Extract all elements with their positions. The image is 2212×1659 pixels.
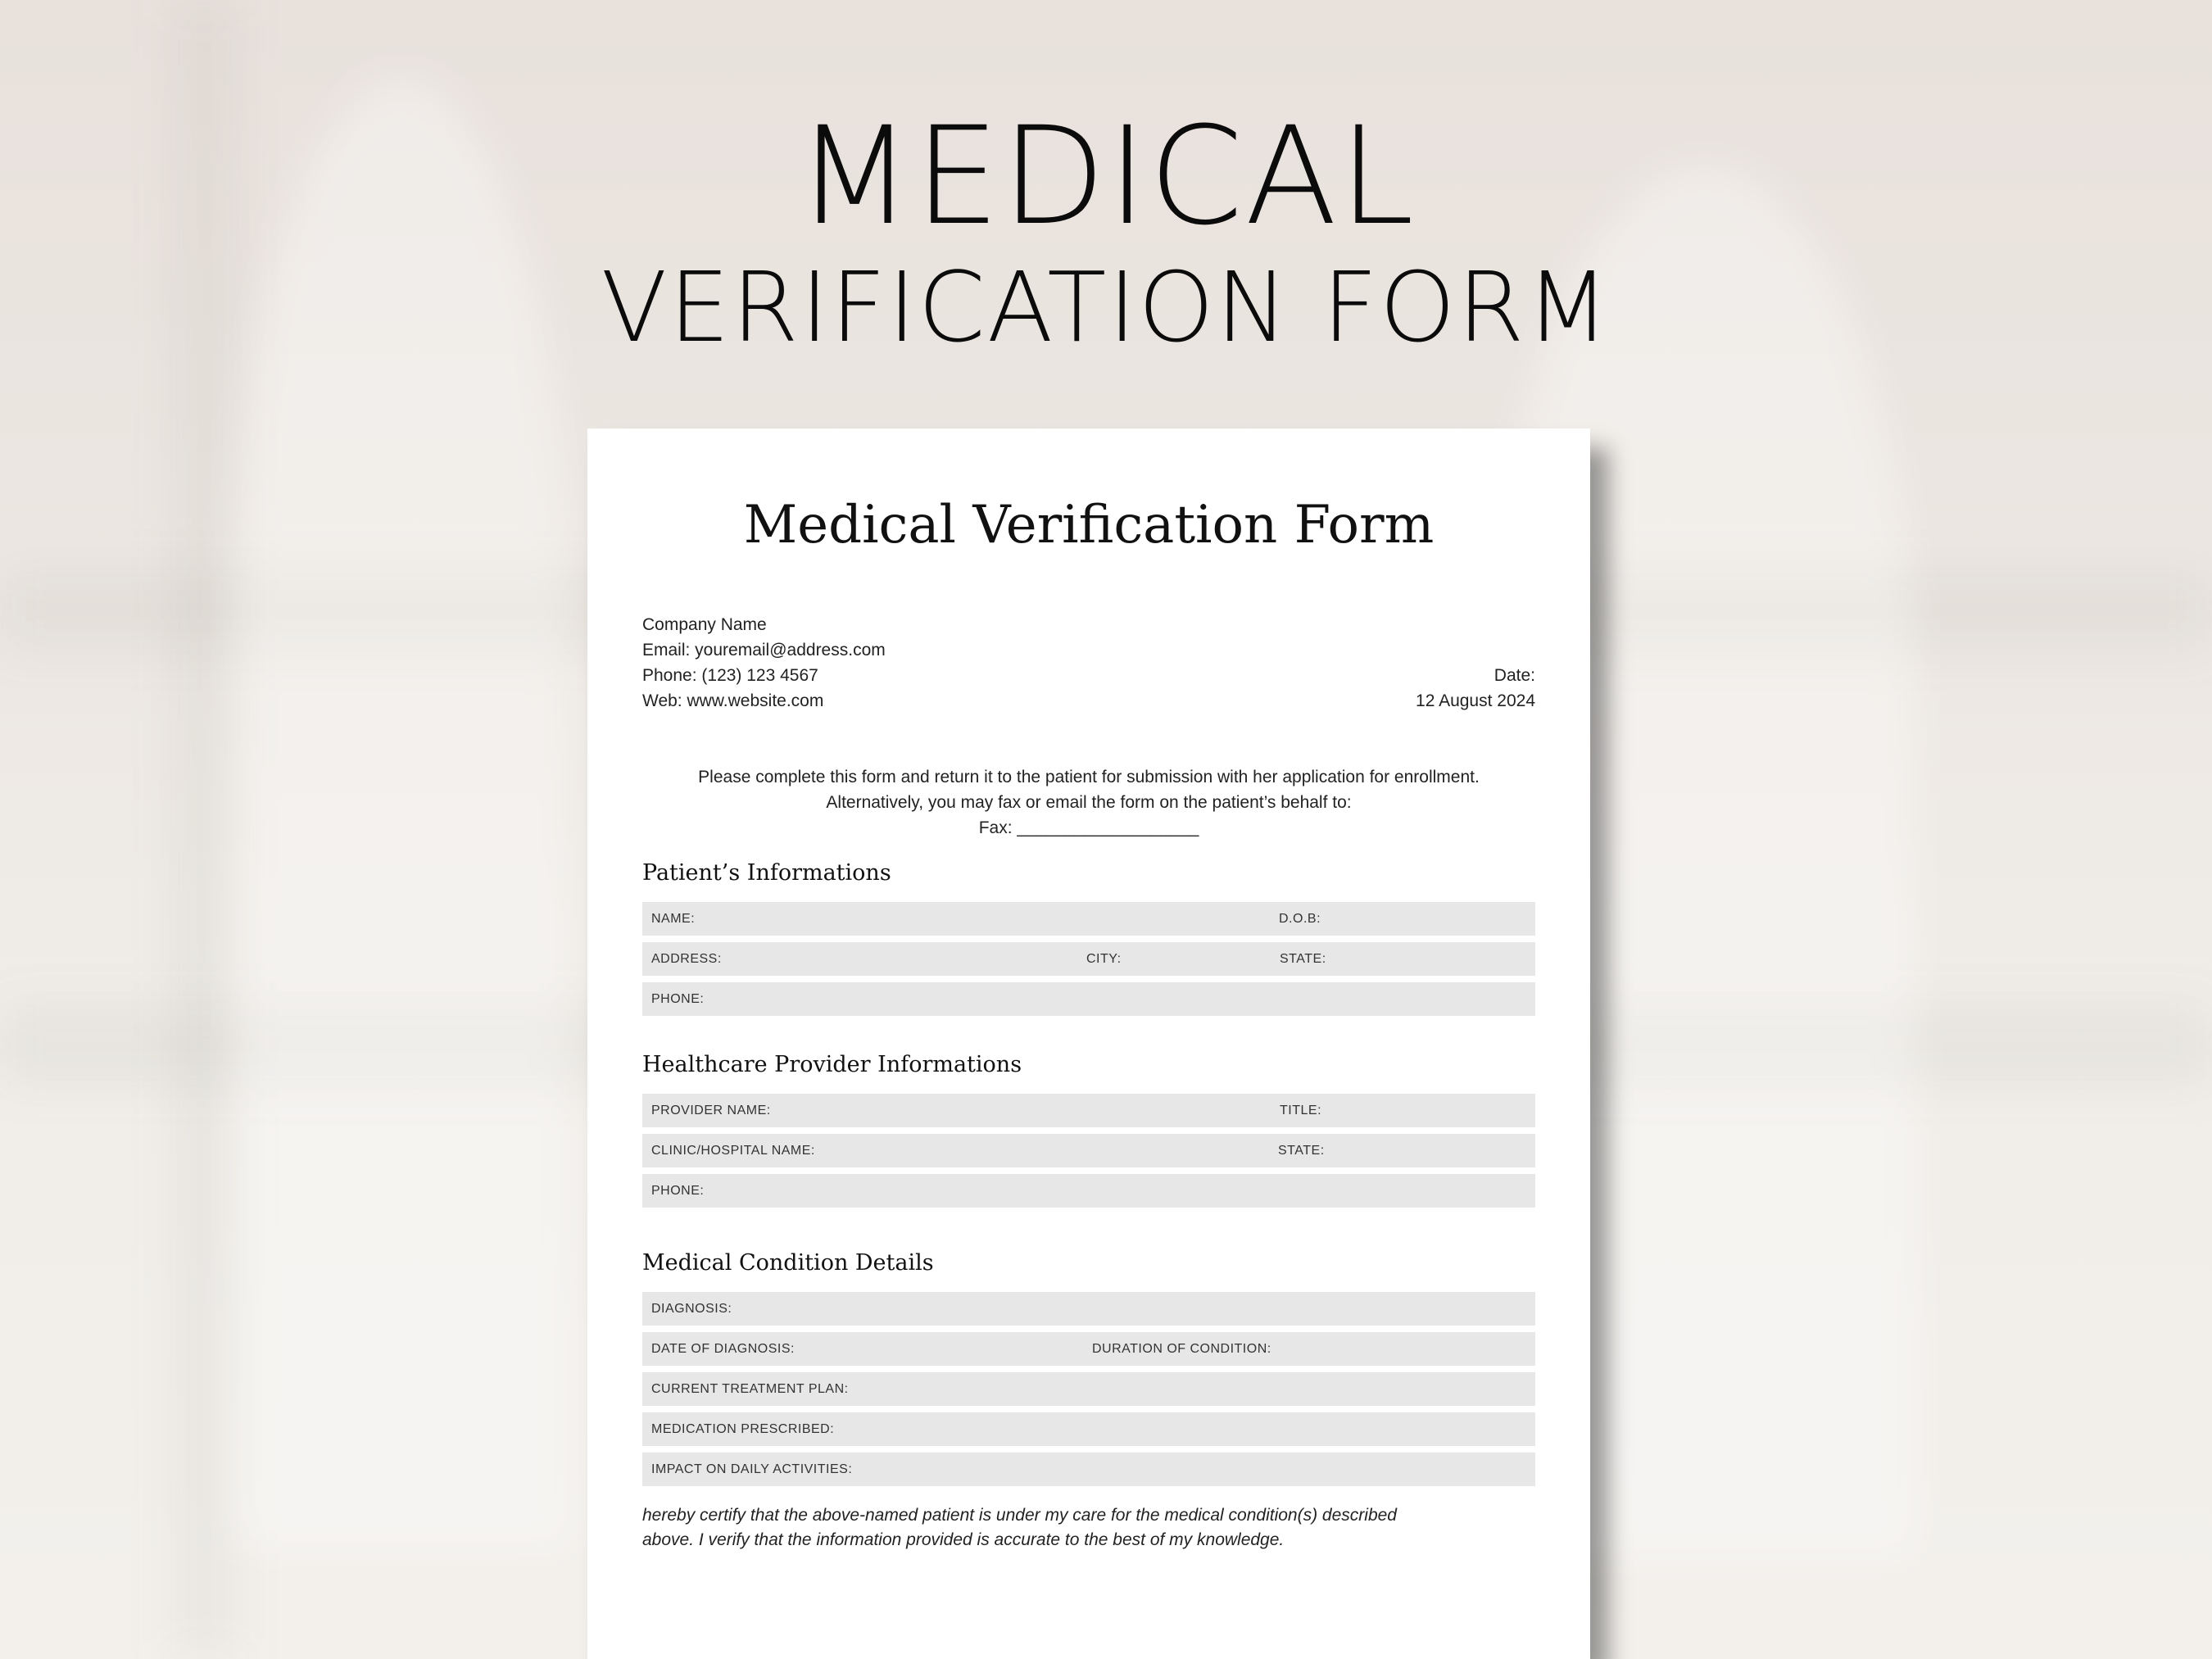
patient-phone-row[interactable] [642,982,1535,1016]
medication-label: MEDICATION PRESCRIBED: [651,1422,835,1436]
treatment-row[interactable] [642,1372,1535,1406]
city-label: CITY: [1086,952,1122,966]
fax-line: Fax: ___________________ [978,818,1199,837]
state-label: STATE: [1280,952,1326,966]
phone-label: PHONE: [651,992,705,1006]
date-value: 12 August 2024 [1416,691,1535,710]
provider-phone-row[interactable] [642,1174,1535,1208]
provider-name-row[interactable] [642,1094,1535,1127]
patient-name-row[interactable] [642,902,1535,936]
hero-title-line1: MEDICAL [796,97,1416,255]
patient-section-heading: Patient’s Informations [642,860,891,886]
company-info [642,612,886,714]
date-block [1416,663,1535,714]
clinic-label: CLINIC/HOSPITAL NAME: [651,1144,815,1158]
certification-text [642,1503,1535,1552]
dob-label: D.O.B: [1279,912,1321,926]
name-label: NAME: [651,912,696,926]
intro-text [642,764,1535,841]
certification-line-2: above. I verify that the information provided is accurate to the best of my knowledge. [642,1530,1285,1549]
intro-line-2: Alternatively, you may fax or email the form on the patient’s behalf to: [826,793,1352,812]
date-label: Date: [1494,666,1535,685]
duration-label: DURATION OF CONDITION: [1092,1342,1271,1356]
company-name: Company Name [642,615,767,634]
impact-label: IMPACT ON DAILY ACTIVITIES: [651,1462,853,1476]
company-web: Web: www.website.com [642,691,824,710]
date-of-diagnosis-label: DATE OF DIAGNOSIS: [651,1342,795,1356]
provider-phone-label: PHONE: [651,1184,705,1198]
form-document [587,428,1590,1659]
hero-title-line2: VERIFICATION FORM [601,251,1611,364]
treatment-label: CURRENT TREATMENT PLAN: [651,1382,849,1396]
impact-row[interactable] [642,1453,1535,1486]
patient-address-row[interactable] [642,942,1535,976]
form-title: Medical Verification Form [743,495,1435,555]
diagnosis-label: DIAGNOSIS: [651,1302,732,1316]
diagnosis-row[interactable] [642,1292,1535,1326]
provider-state-label: STATE: [1278,1144,1325,1158]
certification-line-1: hereby certify that the above-named patient is under my care for the medical condition(s) described [642,1506,1397,1525]
diagnosis-date-row[interactable] [642,1332,1535,1366]
intro-line-1: Please complete this form and return it to the patient for submission with her application for enrollment. [698,768,1480,786]
company-phone: Phone: (123) 123 4567 [642,666,818,685]
medication-row[interactable] [642,1412,1535,1446]
provider-name-label: PROVIDER NAME: [651,1104,771,1117]
condition-section-heading: Medical Condition Details [642,1250,934,1276]
provider-title-label: TITLE: [1280,1104,1322,1117]
company-email: Email: youremail@address.com [642,641,886,660]
clinic-row[interactable] [642,1134,1535,1167]
provider-section-heading: Healthcare Provider Informations [642,1052,1022,1077]
address-label: ADDRESS: [651,952,722,966]
